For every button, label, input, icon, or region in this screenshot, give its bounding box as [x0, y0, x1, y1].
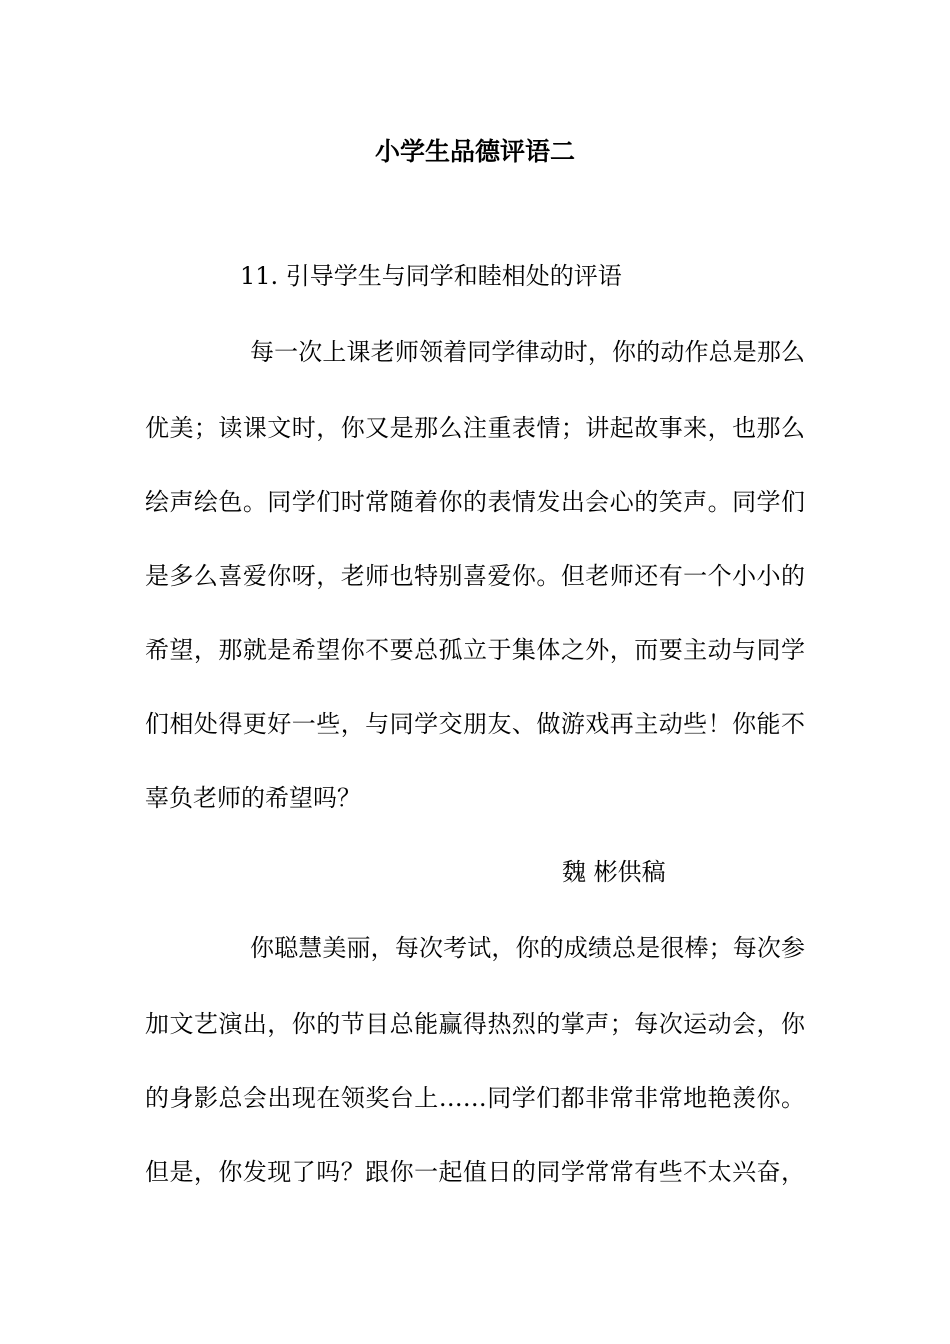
paragraph-1-line-4: 是多么喜爱你呀，老师也特别喜爱你。但老师还有一个小小的 — [145, 562, 805, 590]
paragraph-1-line-1: 每一次上课老师领着同学律动时，你的动作总是那么 — [250, 338, 805, 366]
paragraph-1-line-7: 辜负老师的希望吗？ — [145, 784, 361, 812]
paragraph-1-line-2: 优美；读课文时，你又是那么注重表情；讲起故事来，也那么 — [145, 414, 805, 442]
paragraph-1-line-3: 绘声绘色。同学们时常随着你的表情发出会心的笑声。同学们 — [145, 488, 805, 516]
paragraph-2-line-1: 你聪慧美丽，每次考试，你的成绩总是很棒；每次参 — [250, 934, 805, 962]
document-title: 小学生品德评语二 — [374, 137, 575, 166]
paragraph-1-line-5: 希望，那就是希望你不要总孤立于集体之外，而要主动与同学 — [145, 636, 805, 664]
credit-line: 魏 彬供稿 — [562, 858, 666, 886]
paragraph-2-line-4: 但是，你发现了吗？跟你一起值日的同学常常有些不太兴奋， — [145, 1158, 805, 1186]
section-heading: 11. 引导学生与同学和睦相处的评语 — [240, 262, 622, 290]
paragraph-2-line-3: 的身影总会出现在领奖台上……同学们都非常非常地艳羡你。 — [145, 1084, 805, 1112]
paragraph-2-line-2: 加文艺演出，你的节目总能赢得热烈的掌声；每次运动会，你 — [145, 1010, 805, 1038]
paragraph-1-line-6: 们相处得更好一些，与同学交朋友、做游戏再主动些！你能不 — [145, 710, 805, 738]
